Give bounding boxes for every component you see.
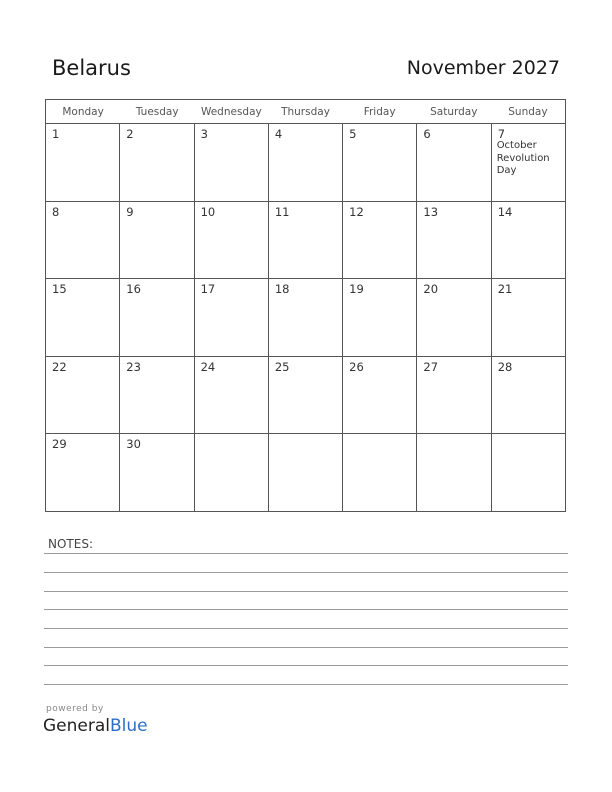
day-cell [195,124,269,201]
day-number: 3 [200,127,208,141]
week-row [46,434,565,512]
day-cell [120,202,194,279]
notes-label: NOTES: [48,537,93,551]
weekday-saturday: Saturday [430,106,478,118]
note-line [44,647,568,648]
week-row [46,357,565,435]
day-cell [417,434,491,512]
day-cell [492,124,565,201]
day-number: 24 [200,359,216,374]
day-cell [269,124,343,201]
note-line [44,665,568,666]
powered-by-label: powered by [46,704,104,714]
day-number: 16 [126,282,141,297]
day-cell [195,279,269,356]
weekday-friday: Friday [363,106,396,118]
weekday-monday: Monday [62,106,104,118]
day-number: 18 [274,282,290,297]
day-cell [492,357,565,434]
day-cell [46,434,120,512]
generalblue-logo[interactable] [43,716,148,736]
day-number: 21 [497,282,513,297]
day-number: 8 [52,204,60,219]
day-number: 15 [52,282,67,297]
holiday-label: October Revolution Day [496,140,550,176]
day-cell [46,202,120,279]
day-cell [195,434,269,512]
day-number: 30 [126,437,141,452]
day-number: 28 [497,359,513,374]
day-number: 19 [349,282,364,297]
day-number: 27 [423,359,439,374]
country-title: Belarus [52,56,131,80]
week-row [46,124,565,202]
day-number: 4 [274,127,283,141]
day-number: 20 [423,282,439,297]
day-number: 1 [52,127,60,141]
day-number: 25 [274,359,290,374]
weekday-header-row [46,100,565,124]
note-line [44,591,568,592]
note-line [44,609,568,610]
day-cell [417,357,491,434]
day-number: 26 [349,359,364,374]
day-cell [269,202,343,279]
weekday-thursday: Thursday [281,106,330,118]
day-cell [492,279,565,356]
month-year-title: November 2027 [406,57,560,79]
day-number: 7 [497,127,506,141]
day-cell [120,279,194,356]
day-number: 29 [52,437,67,452]
day-number: 22 [52,359,67,374]
day-cell [195,357,269,434]
day-cell [343,279,417,356]
day-cell [269,279,343,356]
weekday-wednesday: Wednesday [200,106,262,118]
day-cell [343,124,417,201]
day-cell [343,434,417,512]
day-number: 5 [349,127,357,141]
day-number: 13 [423,204,439,219]
day-cell [417,279,491,356]
day-cell [343,357,417,434]
calendar-weeks [46,124,565,512]
day-number: 23 [126,359,141,374]
day-cell [269,357,343,434]
week-row [46,202,565,280]
day-cell [120,357,194,434]
day-number: 6 [423,127,431,141]
day-cell [46,279,120,356]
day-number: 9 [126,204,134,219]
day-cell [120,434,194,512]
day-number: 11 [274,204,290,219]
day-cell [343,202,417,279]
day-cell [492,434,565,512]
day-cell [46,357,120,434]
day-number: 14 [497,204,513,219]
day-number: 2 [126,127,134,141]
day-number: 12 [349,204,364,219]
day-number: 17 [200,282,216,297]
note-line [44,684,568,685]
note-line [44,572,568,573]
day-cell [417,124,491,201]
day-cell [195,202,269,279]
brand-blue: Blue [110,716,148,736]
day-cell [417,202,491,279]
day-cell [46,124,120,201]
day-cell [492,202,565,279]
note-line [44,553,568,554]
note-line [44,628,568,629]
weekday-sunday: Sunday [508,106,548,118]
day-cell [269,434,343,512]
weekday-tuesday: Tuesday [135,106,179,118]
brand-general: General [43,716,110,736]
day-number: 10 [200,204,216,219]
day-cell [120,124,194,201]
calendar-grid [45,99,566,512]
week-row [46,279,565,357]
